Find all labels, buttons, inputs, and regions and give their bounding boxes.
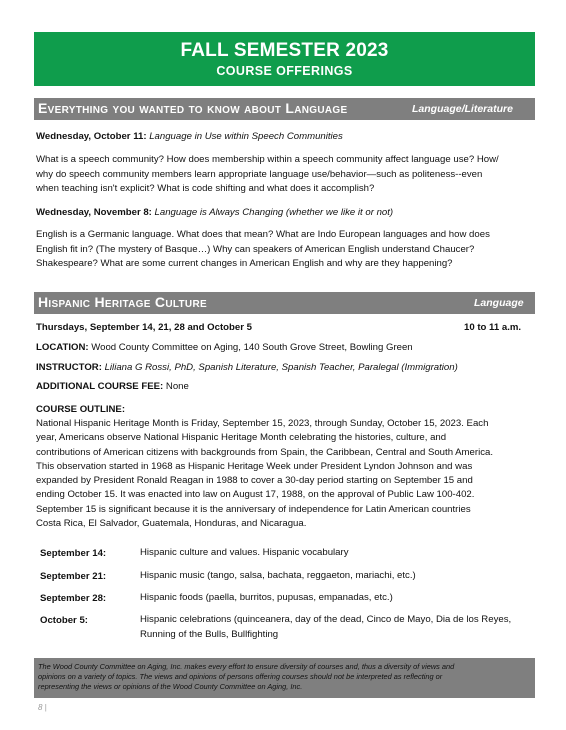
outline-line: Costa Rica, El Salvador, Guatemala, Honduras, and Nicaragua. bbox=[36, 518, 307, 530]
session1-date: Wednesday, October 11: bbox=[36, 131, 147, 142]
schedule-desc-line: Running of the Bulls, Bullfighting bbox=[140, 628, 279, 640]
instructor-value: Liliana G Rossi, PhD, Spanish Literature, Spanish Teacher, Paralegal (Immigration) bbox=[104, 362, 458, 373]
session2-heading bbox=[36, 206, 536, 221]
semester-banner bbox=[34, 32, 535, 86]
schedule-date: October 5: bbox=[40, 615, 88, 626]
disclaimer-text bbox=[34, 658, 535, 692]
outline-line: expanded by President Ronald Reagan in 1988 to cover a 30-day period starting on September 15 and bbox=[36, 475, 473, 487]
session2-topic: Language is Always Changing (whether we like it or not) bbox=[154, 207, 394, 218]
outline-line: year, Americans observe National Hispanic Heritage Month celebrating the histories, culture, and bbox=[36, 432, 447, 444]
section-language-header bbox=[34, 98, 535, 120]
schedule-desc-line: Hispanic celebrations (quinceanera, day of the dead, Cinco de Mayo, Dia de los Reyes, bbox=[140, 614, 512, 625]
schedule-desc bbox=[140, 613, 535, 642]
outline-label: COURSE OUTLINE: bbox=[36, 404, 126, 415]
schedule-desc: Hispanic music (tango, salsa, bachata, reggaeton, mariachi, etc.) bbox=[140, 570, 416, 581]
section-hispanic-title: Hispanic Heritage Culture bbox=[38, 294, 207, 310]
course-time: 10 to 11 a.m. bbox=[464, 322, 522, 333]
section-language-title: Everything you wanted to know about Language bbox=[38, 100, 348, 116]
disclaimer-footer bbox=[34, 658, 535, 698]
disclaimer-line: opinions on a variety of topics. The views and opinions of persons offering courses should not be interpreted as reflecting or bbox=[38, 672, 443, 681]
session2-description bbox=[36, 228, 536, 272]
session2-line: Shakespeare? What are some current changes in American English and why are they happening? bbox=[36, 258, 453, 269]
section-hispanic-header bbox=[34, 292, 535, 314]
section-language-tag: Language/Literature bbox=[412, 103, 513, 115]
course-fee bbox=[36, 380, 536, 395]
session1-line: What is a speech community? How does membership within a speech community affect language use? How/ bbox=[36, 154, 499, 165]
session2-date: Wednesday, November 8: bbox=[36, 207, 152, 218]
location-value: Wood County Committee on Aging, 140 South Grove Street, Bowling Green bbox=[91, 342, 413, 353]
section-hispanic-tag: Language bbox=[474, 297, 524, 309]
outline-line: National Hispanic Heritage Month is Friday, September 15, 2023, through Sunday, October 15, 2023. Each bbox=[36, 418, 489, 429]
outline-line: ending October 15. It was enacted into law on August 17, 1988, on the approval of Public Law 100-402. bbox=[36, 489, 475, 501]
schedule-date: September 14: bbox=[40, 548, 107, 559]
outline-line: September 15 is significant because it is the anniversary of independence for Latin American countries bbox=[36, 503, 471, 515]
schedule-date: September 28: bbox=[40, 593, 107, 604]
session1-line: when teaching isn't explicit? What is code shifting and what does it accomplish? bbox=[36, 183, 375, 194]
outline-line: contributions of American citizens with backgrounds from Spain, the Caribbean, Central and South America. bbox=[36, 446, 494, 458]
schedule-desc: Hispanic foods (paella, burritos, pupusas, empanadas, etc.) bbox=[140, 592, 393, 603]
banner-title: FALL SEMESTER 2023 bbox=[180, 40, 389, 61]
course-dates: Thursdays, September 14, 21, 28 and October 5 bbox=[36, 322, 252, 333]
outline-line: This observation started in 1968 as Hispanic Heritage Week under President Lyndon Johnson and was bbox=[36, 460, 473, 472]
session1-description bbox=[36, 153, 536, 197]
page-number: 8 | bbox=[38, 703, 47, 712]
disclaimer-line: representing the views or opinions of the Wood County Committee on Aging, Inc. bbox=[38, 682, 303, 691]
fee-label: ADDITIONAL COURSE FEE: bbox=[36, 381, 164, 392]
instructor-label: INSTRUCTOR: bbox=[36, 362, 102, 373]
session2-line: English is a Germanic language. What does that mean? What are Indo European languages and how does bbox=[36, 229, 490, 240]
location-label: LOCATION: bbox=[36, 342, 89, 353]
session1-heading bbox=[36, 130, 536, 145]
session1-line: why do speech community members learn appropriate language use/behavior—such as politeness--even bbox=[36, 168, 483, 180]
banner-subtitle: COURSE OFFERINGS bbox=[216, 64, 353, 78]
disclaimer-line: The Wood County Committee on Aging, Inc. makes every effort to ensure diversity of courses and, thus a diversity of views and bbox=[38, 662, 455, 671]
course-location bbox=[36, 341, 536, 356]
schedule-date: September 21: bbox=[40, 571, 107, 582]
session2-line: English fit in? (The mystery of Basque…) Why can speakers of American English understand Chaucer? bbox=[36, 243, 475, 255]
schedule-desc: Hispanic culture and values. Hispanic vocabulary bbox=[140, 547, 349, 558]
session1-topic: Language in Use within Speech Communities bbox=[149, 131, 343, 142]
fee-value: None bbox=[165, 381, 189, 392]
course-instructor bbox=[36, 361, 536, 376]
course-outline bbox=[36, 417, 536, 531]
